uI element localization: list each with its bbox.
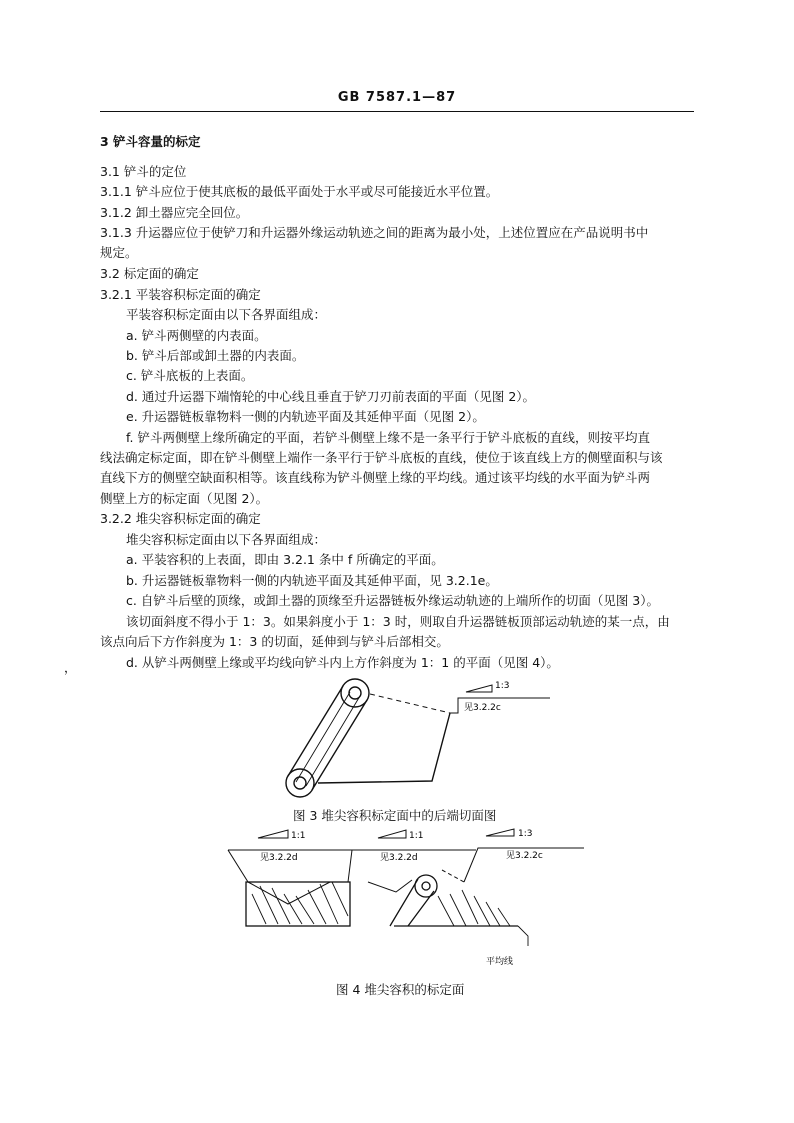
clause-3-2-1-a: a. 铲斗两侧壁的内表面。 (126, 328, 267, 343)
mid-chain-lines (390, 879, 434, 926)
tangent-dashed-line (370, 694, 450, 713)
chain-outer-left-line (288, 686, 343, 776)
figure-4-drawing (228, 824, 588, 974)
left-slope-line-right (348, 850, 352, 882)
slope-indicator-triangle (466, 685, 492, 692)
right-hatching (438, 890, 510, 926)
fig3-ref-label: 见3.2.2c (464, 703, 501, 713)
left-hatching (252, 882, 348, 924)
bottom-sprocket-hub (294, 777, 306, 789)
clause-3-2-1-e: e. 升运器链板靠物料一侧的内轨迹平面及其延伸平面（见图 2）。 (126, 409, 485, 424)
clause-3-2-1: 3.2.1 平装容积标定面的确定 (100, 287, 261, 302)
mid-dashed-tangent (442, 870, 464, 882)
clause-3-2-1-c: c. 铲斗底板的上表面。 (126, 368, 254, 383)
fig4-right-slope: 1:3 (518, 829, 533, 839)
clause-3-1: 3.1 铲斗的定位 (100, 164, 187, 179)
mid-sprocket-hub (422, 882, 430, 890)
fig4-left-slope: 1:1 (291, 831, 306, 841)
clause-3-2-1-f-line3: 直线下方的侧壁空缺面积相等。该直线称为铲斗侧壁上缘的平均线。通过该平均线的水平面为铲斗两 (100, 470, 651, 485)
avg-line-leader (518, 926, 528, 946)
clause-3-2-1-b: b. 铲斗后部或卸土器的内表面。 (126, 348, 305, 363)
left-slope-line-left (228, 850, 248, 882)
figure-4-caption: 图 4 堆尖容积的标定面 (336, 982, 465, 997)
clause-3-1-3-line1: 3.1.3 升运器应位于使铲刀和升运器外缘运动轨迹之间的距离为最小处，上述位置应在产品说明书中 (100, 225, 649, 240)
chain-inner-left-line (296, 692, 350, 782)
fig4-mid-ref: 见3.2.2d (380, 853, 418, 863)
left-slope-triangle (258, 830, 288, 838)
clause-3-2: 3.2 标定面的确定 (100, 266, 199, 281)
clause-3-2-1-f-line1: f. 铲斗两侧壁上缘所确定的平面，若铲斗侧壁上缘不是一条平行于铲斗底板的直线，则按平均直 (126, 430, 650, 445)
clause-3-2-1-d: d. 通过升运器下端惰轮的中心线且垂直于铲刀刃前表面的平面（见图 2）。 (126, 389, 536, 404)
right-slope-triangle (486, 829, 514, 836)
mid-step-line (368, 880, 412, 892)
margin-mark: ， (64, 660, 77, 675)
figure-3-drawing (270, 676, 560, 798)
mid-sprocket-circle (415, 875, 437, 897)
clause-3-2-1-f-line4: 侧壁上方的标定面（见图 2）。 (100, 491, 269, 506)
clause-3-1-3-line2: 规定。 (100, 245, 138, 260)
mid-slope-triangle (378, 830, 406, 838)
clause-3-1-2: 3.1.2 卸土器应完全回位。 (100, 205, 249, 220)
clause-3-2-2-c-line2: 该切面斜度不得小于 1：3。如果斜度小于 1：3 时，则取自升运器链板顶部运动轨迹的某一点，由 (126, 614, 670, 629)
fig4-left-ref: 见3.2.2d (260, 853, 298, 863)
clause-3-2-2-c: c. 自铲斗后壁的顶缘，或卸土器的顶缘至升运器链板外缘运动轨迹的上端所作的切面（见图 3）。 (126, 593, 659, 608)
section-3-title: 3 铲斗容量的标定 (100, 134, 201, 149)
figure-3-caption: 图 3 堆尖容积标定面中的后端切面图 (293, 808, 497, 823)
fig4-avg-line-label: 平均线 (486, 957, 514, 967)
fig4-mid-slope: 1:1 (409, 831, 424, 841)
clause-3-2-2-b: b. 升运器链板靠物料一侧的内轨迹平面及其延伸平面，见 3.2.1e。 (126, 573, 498, 588)
top-sprocket-hub (349, 687, 361, 699)
left-cross-v (248, 882, 330, 904)
clause-3-2-2-d: d. 从铲斗两侧壁上缘或平均线向铲斗内上方作斜度为 1：1 的平面（见图 4）。 (126, 655, 559, 670)
bottom-sprocket-circle (286, 769, 314, 797)
standard-code-header: GB 7587.1—87 (337, 90, 457, 105)
chain-outer-right-line (312, 700, 367, 790)
chain-inner-right-line (306, 696, 360, 786)
top-sprocket-circle (341, 679, 369, 707)
fig3-slope-label: 1:3 (495, 681, 510, 691)
clause-3-2-1-f-line2: 线法确定标定面，即在铲斗侧壁上端作一条平行于铲斗底板的直线，使位于该直线上方的侧壁面积与该 (100, 450, 663, 465)
clause-3-2-2-intro: 堆尖容积标定面由以下各界面组成： (126, 532, 327, 547)
clause-3-1-1: 3.1.1 铲斗应位于使其底板的最低平面处于水平或尽可能接近水平位置。 (100, 184, 499, 199)
clause-3-2-2-a: a. 平装容积的上表面，即由 3.2.1 条中 f 所确定的平面。 (126, 552, 444, 567)
fig4-right-ref: 见3.2.2c (506, 851, 543, 861)
clause-3-2-2-c-line3: 该点向后下方作斜度为 1：3 的切面，延伸到与铲斗后部相交。 (100, 634, 449, 649)
clause-3-2-2: 3.2.2 堆尖容积标定面的确定 (100, 511, 261, 526)
header-rule (100, 111, 694, 112)
clause-3-2-1-intro: 平装容积标定面由以下各界面组成： (126, 307, 327, 322)
